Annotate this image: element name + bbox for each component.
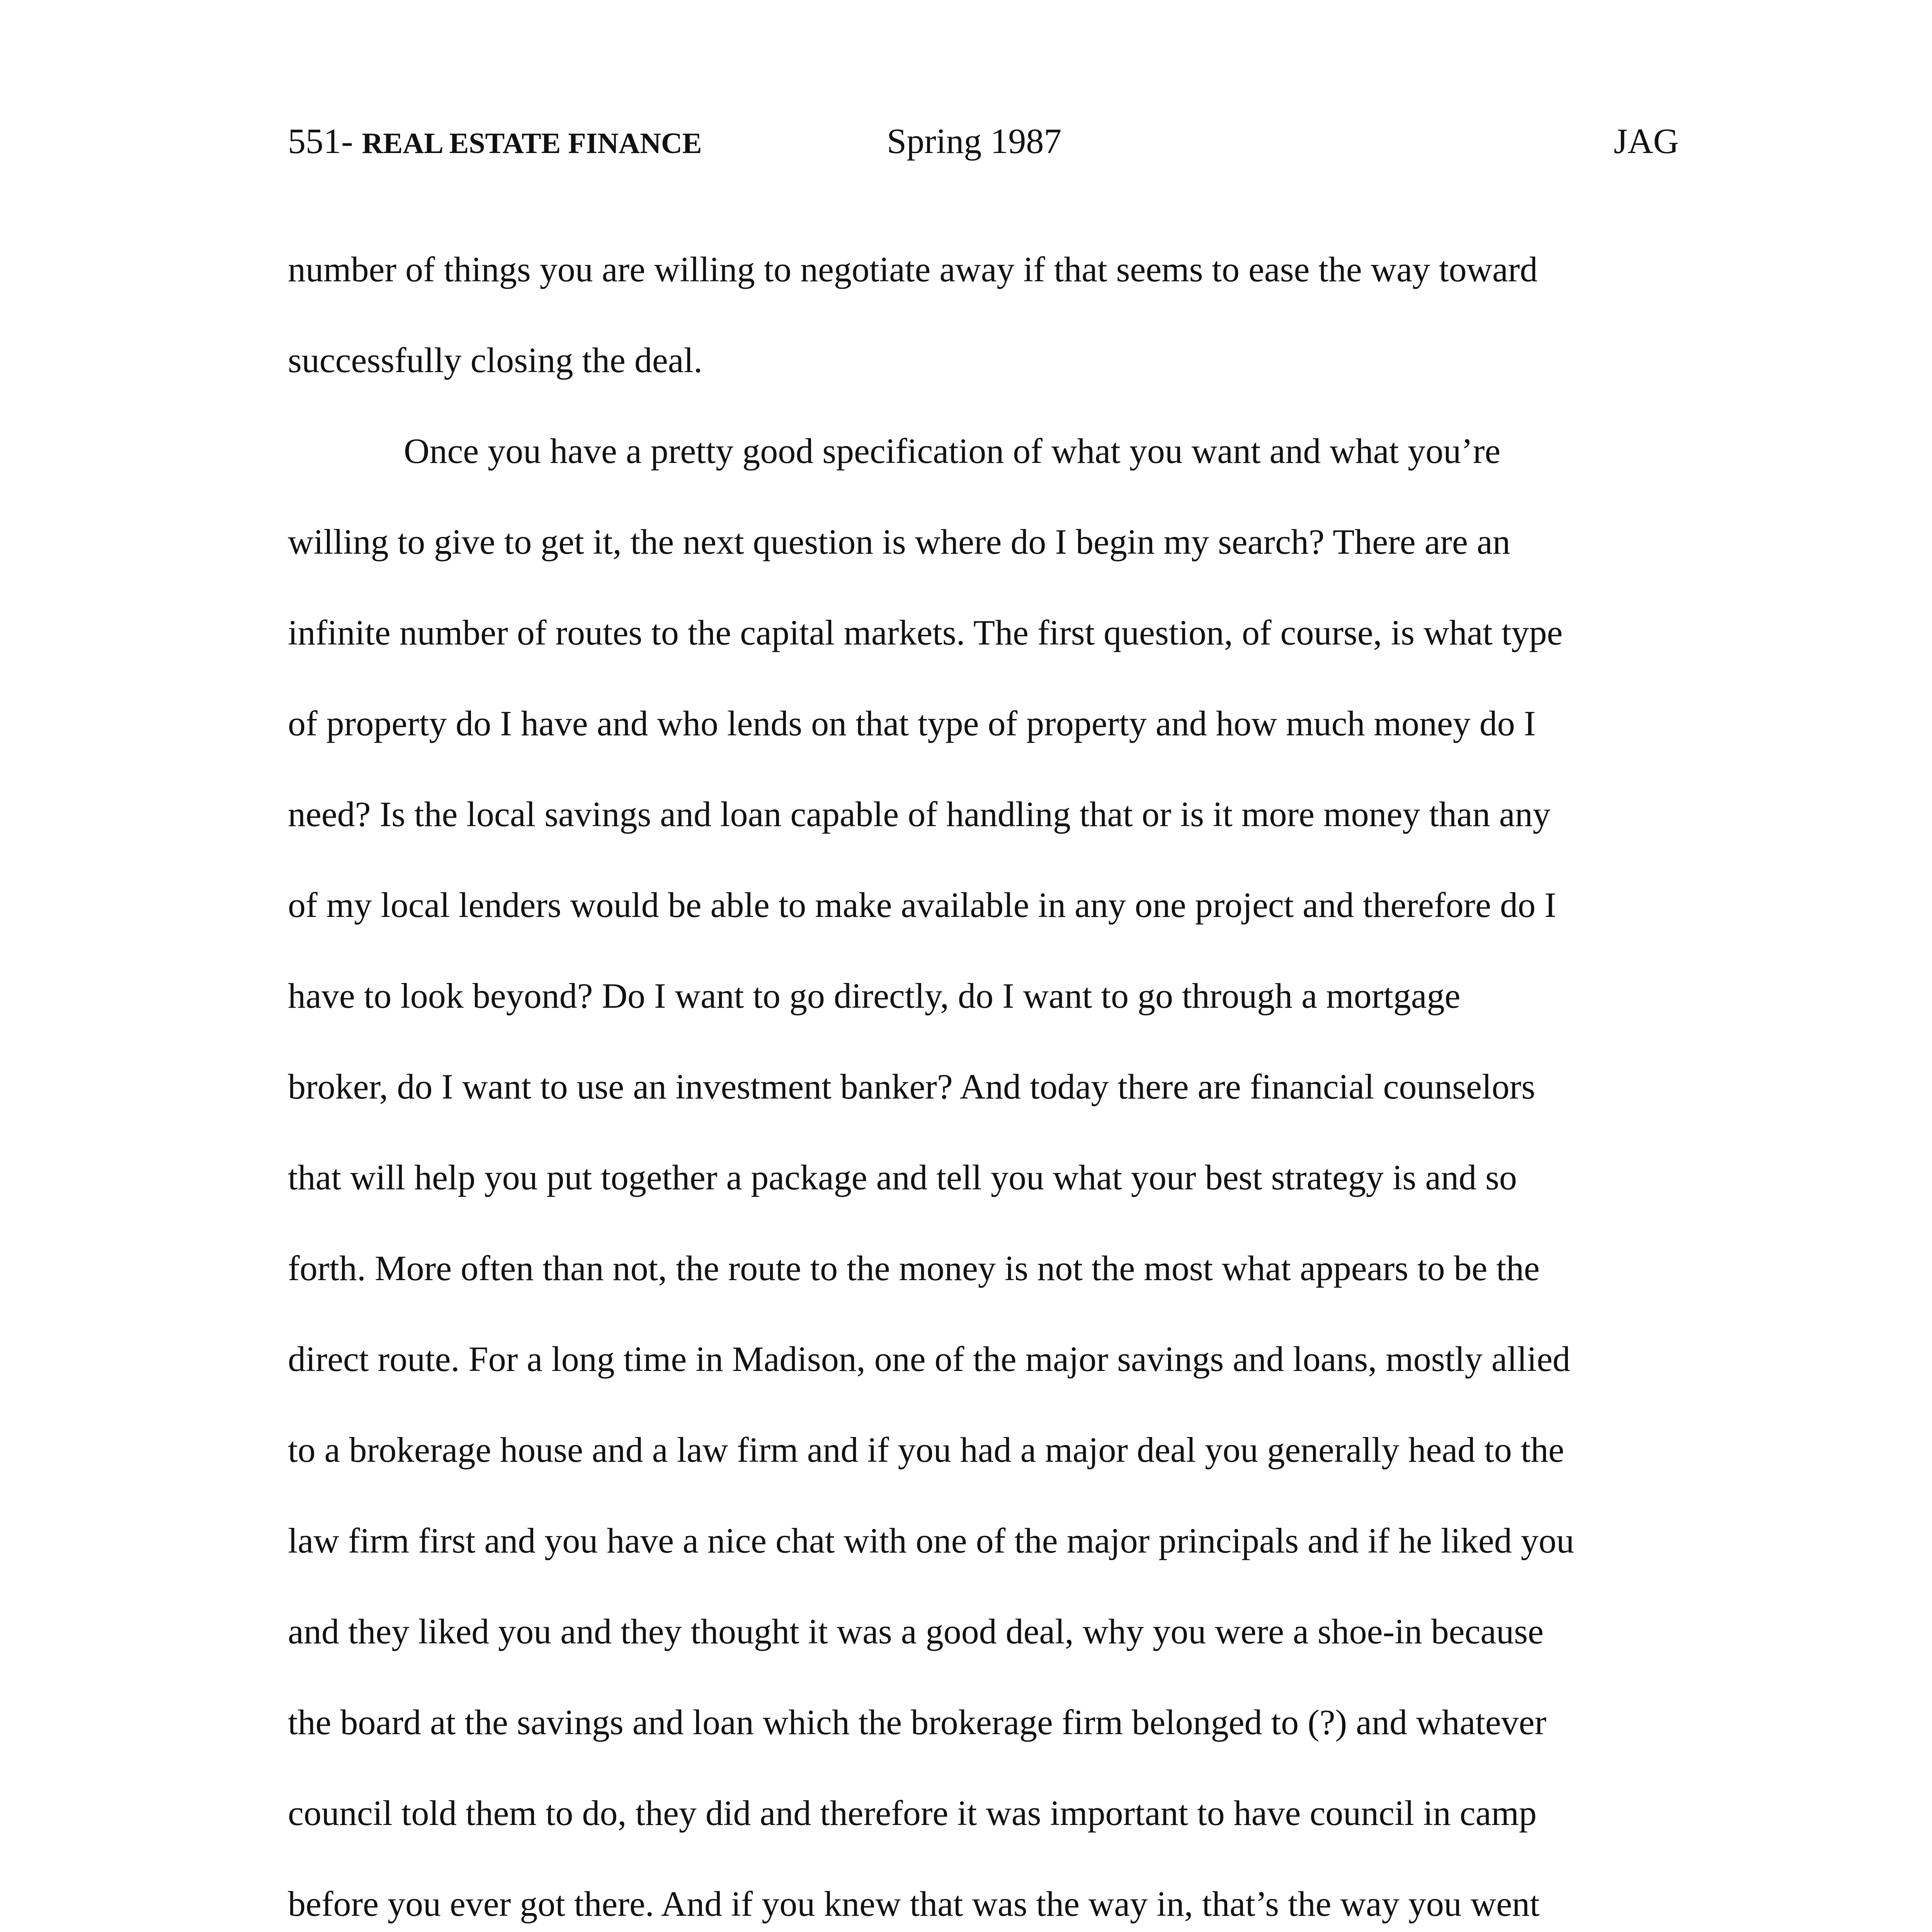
paragraph-continued (288, 224, 1679, 406)
header-initials: JAG (1614, 121, 1679, 161)
text-line: broker, do I want to use an investment banker? And today there are financial counselors (288, 1067, 1535, 1106)
text-line: forth. More often than not, the route to the money is not the most what appears to be the (288, 1248, 1540, 1288)
text-line: before you ever got there. And if you knew that was the way in, that’s the way you went (288, 1884, 1540, 1923)
text-line-indented: Once you have a pretty good specification of what you want and what you’re (404, 431, 1501, 471)
header-term: Spring 1987 (887, 121, 1062, 161)
text-line: the board at the savings and loan which the brokerage firm belonged to (?) and whatever (288, 1702, 1547, 1742)
course-title: REAL ESTATE FINANCE (362, 127, 702, 160)
text-line: successfully closing the deal. (288, 340, 703, 380)
text-line: direct route. For a long time in Madison, one of the major savings and loans, mostly allied (288, 1339, 1571, 1379)
header-course (288, 112, 702, 172)
text-line: willing to give to get it, the next question is where do I begin my search? There are an (288, 522, 1510, 561)
text-line: law firm first and you have a nice chat with one of the major principals and if he liked you (288, 1521, 1574, 1560)
text-line: of property do I have and who lends on that type of property and how much money do I (288, 704, 1536, 743)
text-line: council told them to do, they did and therefore it was important to have council in camp (288, 1793, 1537, 1833)
text-line: of my local lenders would be able to make available in any one project and therefore do I (288, 885, 1556, 925)
paragraph-routes (288, 406, 1679, 1932)
text-line: need? Is the local savings and loan capable of handling that or is it more money than any (288, 794, 1551, 834)
text-line: that will help you put together a package and tell you what your best strategy is and so (288, 1158, 1517, 1197)
course-number: 551- (288, 121, 353, 161)
text-line: have to look beyond? Do I want to go directly, do I want to go through a mortgage (288, 976, 1461, 1015)
text-line: infinite number of routes to the capital markets. The first question, of course, is what type (288, 613, 1563, 652)
text-line: number of things you are willing to negotiate away if that seems to ease the way toward (288, 250, 1538, 289)
text-line: and they liked you and they thought it was a good deal, why you were a shoe-in because (288, 1612, 1544, 1651)
text-line: to a brokerage house and a law firm and if you had a major deal you generally head to the (288, 1430, 1565, 1469)
body-text (288, 224, 1679, 1932)
page-header (288, 112, 1679, 170)
